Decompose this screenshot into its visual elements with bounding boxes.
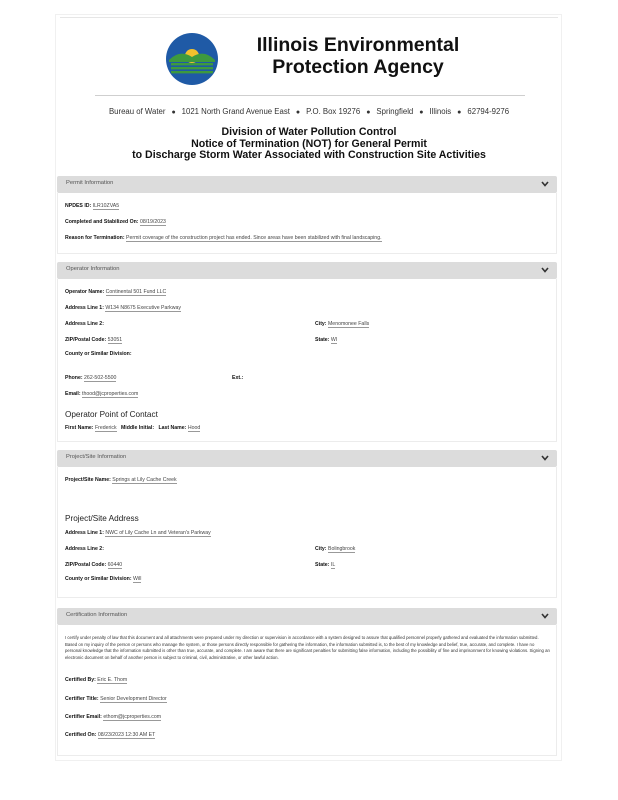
operator-email-field: Email: thood@jcproperties.com bbox=[65, 391, 139, 397]
certifier-title-value: Senior Development Director bbox=[100, 696, 167, 702]
project-county-value: Will bbox=[133, 576, 142, 582]
certified-on-value: 08/23/2023 12:30 AM ET bbox=[97, 732, 156, 738]
title-line2: Notice of Termination (NOT) for General Permit bbox=[191, 137, 427, 150]
operator-poc-names bbox=[65, 425, 200, 431]
operator-state-field: State: WI bbox=[315, 337, 338, 343]
address-state: Illinois bbox=[429, 107, 452, 116]
npdes-value: ILR10ZVA5 bbox=[92, 203, 120, 209]
chevron-down-icon[interactable] bbox=[540, 178, 550, 190]
operator-state-value: WI bbox=[330, 337, 338, 343]
operator-address1-field: Address Line 1: W134 N8675 Executive Parkway bbox=[65, 305, 181, 311]
operator-name-value: Continental 501 Fund LLC bbox=[105, 289, 167, 295]
header-divider bbox=[95, 95, 525, 96]
permit-section-title: Permit Information bbox=[66, 180, 114, 186]
certifier-email-value: ethom@jcproperties.com bbox=[103, 714, 162, 720]
reason-value: Permit coverage of the construction project has ended. Since areas have been stabilized with final landscaping. bbox=[126, 235, 382, 241]
project-city-field: City: Bolingbrook bbox=[315, 546, 356, 552]
operator-phone-field: Phone: 262-502-5500 bbox=[65, 375, 117, 381]
permit-section-header[interactable] bbox=[57, 176, 557, 193]
operator-county-field: County or Similar Division: bbox=[65, 351, 132, 357]
chevron-down-icon[interactable] bbox=[540, 452, 550, 464]
certification-statement: I certify under penalty of law that this document and all attachments were prepared under my direction or supervision in accordance with a system designed to assure that qualified personnel properly gathered and evaluated the information submitted. Based on my inquiry of the person or persons who manage the system, or those persons directly responsible for gathering the information, the information submitted is, to the best of my knowledge and belief, true, accurate, and complete. I have no personal knowledge that the information submitted is other than true, accurate, and complete. I am aware that there are significant penalties for submitting false information, including the possibility of fine and imprisonment for knowing violations. Signing an electronic document on behalf of another person is subject to criminal, civil, administrative, or other lawful action. bbox=[65, 635, 550, 660]
project-zip-value: 60440 bbox=[107, 562, 123, 568]
operator-address2-field: Address Line 2: bbox=[65, 321, 104, 327]
address-zip: 62794-9276 bbox=[467, 107, 510, 116]
project-address-heading: Project/Site Address bbox=[65, 514, 139, 523]
title-line1: Division of Water Pollution Control bbox=[221, 126, 397, 138]
project-state-value: IL bbox=[330, 562, 336, 568]
project-address1-value: NWC of Lily Cache Ln and Veteran's Parkway bbox=[105, 530, 211, 536]
title-line3: to Discharge Storm Water Associated with Construction Site Activities bbox=[132, 149, 486, 161]
completed-field: Completed and Stabilized On: 08/19/2023 bbox=[65, 219, 166, 225]
address-bureau: Bureau of Water bbox=[108, 107, 166, 116]
operator-city-value: Menomonee Falls bbox=[327, 321, 370, 327]
operator-zip-field: ZIP/Postal Code: 53051 bbox=[65, 337, 123, 343]
project-state-field: State: IL bbox=[315, 562, 336, 568]
first-name-value: Frederick bbox=[95, 425, 117, 431]
certified-by-field: Certified By: Eric E. Thom bbox=[65, 677, 128, 683]
address-city: Springfield bbox=[376, 107, 414, 116]
top-divider bbox=[60, 17, 558, 18]
project-address1-field: Address Line 1: NWC of Lily Cache Ln and Veteran's Parkway bbox=[65, 530, 211, 536]
operator-section-title: Operator Information bbox=[66, 266, 120, 272]
last-name-value: Hood bbox=[187, 425, 201, 431]
operator-city-field: City: Menomonee Falls bbox=[315, 321, 370, 327]
certified-on-field: Certified On: 08/23/2023 12:30 AM ET bbox=[65, 732, 156, 738]
address-pobox: P.O. Box 19276 bbox=[306, 107, 361, 116]
project-zip-field: ZIP/Postal Code: 60440 bbox=[65, 562, 123, 568]
address-street: 1021 North Grand Avenue East bbox=[181, 107, 290, 116]
agency-name bbox=[238, 34, 478, 78]
document-title bbox=[60, 127, 558, 162]
operator-name-field: Operator Name: Continental 501 Fund LLC bbox=[65, 289, 167, 295]
agency-address: Bureau of Water ● 1021 North Grand Avenue East ● P.O. Box 19276 ● Springfield ● Illinois ● 62794-9276 bbox=[108, 107, 510, 116]
project-county-field: County or Similar Division: Will bbox=[65, 576, 142, 582]
agency-name-line1: Illinois Environmental bbox=[256, 34, 460, 56]
certifier-title-field: Certifier Title: Senior Development Director bbox=[65, 696, 167, 702]
operator-section-header[interactable] bbox=[57, 262, 557, 279]
completed-value: 08/19/2023 bbox=[139, 219, 166, 225]
chevron-down-icon[interactable] bbox=[540, 610, 550, 622]
project-name-value: Springs at Lily Cache Creek bbox=[112, 477, 177, 483]
operator-ext-field: Ext.: bbox=[232, 375, 244, 381]
operator-email-value: thood@jcproperties.com bbox=[82, 391, 139, 397]
project-city-value: Bolingbrook bbox=[327, 546, 356, 552]
middle-initial-label: Middle Initial: bbox=[120, 425, 155, 431]
operator-address1-value: W134 N8675 Executive Parkway bbox=[105, 305, 181, 311]
first-name-label: First Name: bbox=[65, 425, 94, 431]
iepa-logo-icon bbox=[165, 32, 219, 86]
certified-by-value: Eric E. Thom bbox=[97, 677, 128, 683]
reason-field: Reason for Termination: Permit coverage of the construction project has ended. Since areas have been stabilized with final landscaping. bbox=[65, 235, 382, 241]
project-section-title: Project/Site Information bbox=[66, 454, 127, 460]
project-address2-field: Address Line 2: bbox=[65, 546, 104, 552]
operator-phone-value: 262-502-5500 bbox=[84, 375, 117, 381]
certification-section-header[interactable] bbox=[57, 608, 557, 625]
chevron-down-icon[interactable] bbox=[540, 264, 550, 276]
certifier-email-field: Certifier Email: ethom@jcproperties.com bbox=[65, 714, 162, 720]
certification-section-title: Certification Information bbox=[66, 612, 128, 618]
operator-poc-heading: Operator Point of Contact bbox=[65, 410, 158, 419]
agency-name-line2: Protection Agency bbox=[272, 56, 444, 78]
npdes-field: NPDES ID: ILR10ZVA5 bbox=[65, 203, 120, 209]
project-section-header[interactable] bbox=[57, 450, 557, 467]
last-name-label: Last Name: bbox=[158, 425, 187, 431]
operator-zip-value: 53051 bbox=[107, 337, 123, 343]
project-name-field: Project/Site Name: Springs at Lily Cache Creek bbox=[65, 477, 177, 483]
